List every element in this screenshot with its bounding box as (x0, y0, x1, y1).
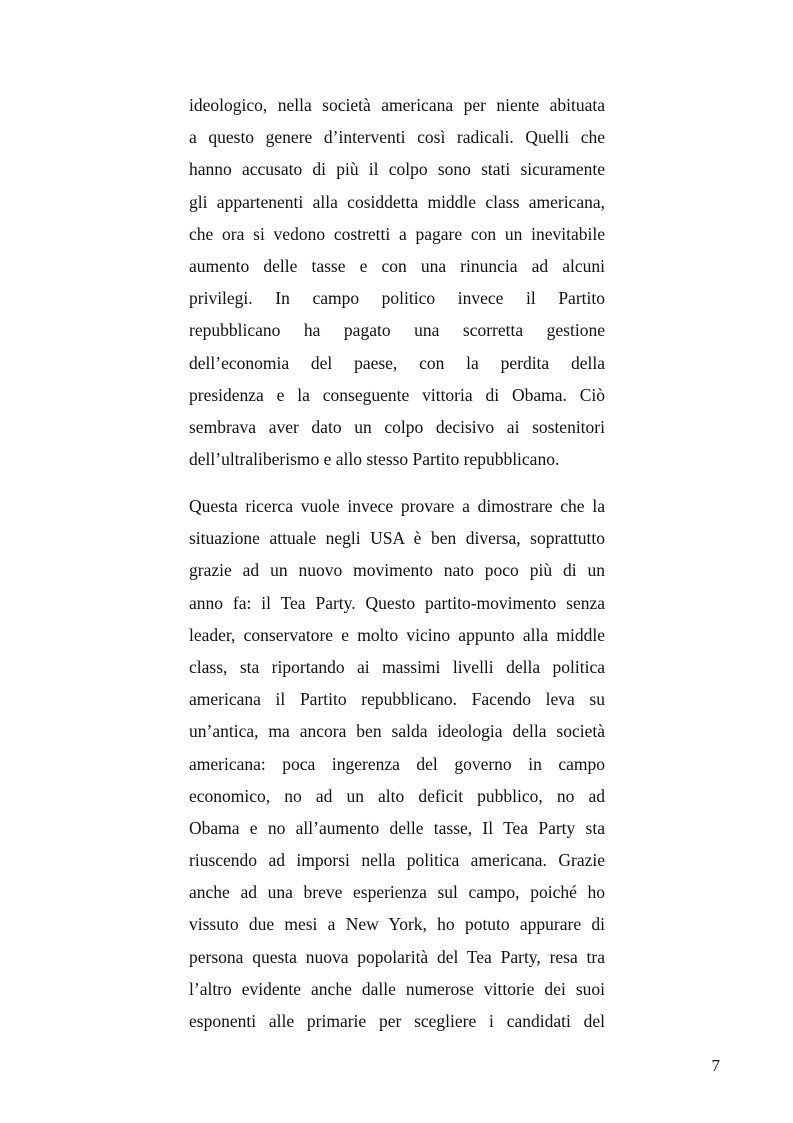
text-line: repubblicano ha pagato una scorretta gestione (189, 320, 605, 341)
text-line: vissuto due mesi a New York, ho potuto appurare di (189, 914, 605, 935)
paragraph-1 (189, 89, 605, 475)
text-line: un’antica, ma ancora ben salda ideologia della società (189, 721, 605, 742)
text-line: Questa ricerca vuole invece provare a dimostrare che la (189, 496, 605, 516)
text-line: americana: poca ingerenza del governo in campo (189, 753, 605, 774)
text-line: dell’ultraliberismo e allo stesso Partito repubblicano. (189, 449, 560, 470)
text-line: riuscendo ad imporsi nella politica americana. Grazie (189, 850, 605, 871)
text-line: anche ad una breve esperienza sul campo, poiché ho (189, 882, 605, 903)
text-line: dell’economia del paese, con la perdita della (189, 352, 605, 373)
text-line: gli appartenenti alla cosiddetta middle class americana, (189, 191, 605, 212)
text-line: presidenza e la conseguente vittoria di Obama. Ciò (189, 384, 605, 405)
text-line: esponenti alle primarie per scegliere i candidati del (189, 1011, 605, 1031)
text-line: che ora si vedono costretti a pagare con un inevitabile (189, 223, 605, 244)
text-line: situazione attuale negli USA è ben diversa, soprattutto (189, 528, 605, 549)
text-line: anno fa: il Tea Party. Questo partito-movimento senza (189, 592, 605, 613)
text-line: class, sta riportando ai massimi livelli della politica (189, 656, 605, 677)
text-line: Obama e no all’aumento delle tasse, Il Tea Party sta (189, 817, 605, 838)
text-line: a questo genere d’interventi così radicali. Quelli che (189, 127, 605, 148)
text-line: ideologico, nella società americana per niente abituata (189, 95, 605, 115)
text-line: l’altro evidente anche dalle numerose vittorie dei suoi (189, 978, 605, 999)
text-line: leader, conservatore e molto vicino appunto alla middle (189, 624, 605, 645)
text-line: grazie ad un nuovo movimento nato poco più di un (189, 560, 605, 581)
text-line: persona questa nuova popolarità del Tea Party, resa tra (189, 946, 605, 967)
paragraph-2 (189, 490, 605, 1037)
text-line: hanno accusato di più il colpo sono stati sicuramente (189, 159, 605, 180)
page-number: 7 (711, 1056, 720, 1075)
text-line: privilegi. In campo politico invece il Partito (189, 288, 605, 309)
text-line: economico, no ad un alto deficit pubblico, no ad (189, 785, 605, 806)
text-line: americana il Partito repubblicano. Facendo leva su (189, 689, 605, 710)
text-line: sembrava aver dato un colpo decisivo ai sostenitori (189, 416, 605, 437)
text-line: aumento delle tasse e con una rinuncia ad alcuni (189, 255, 605, 276)
